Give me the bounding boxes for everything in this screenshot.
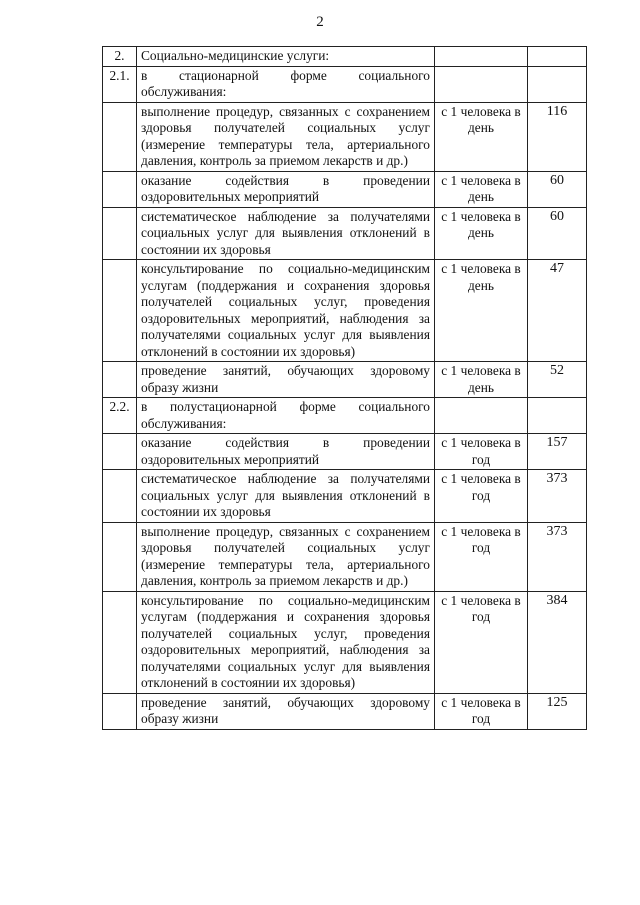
table-row	[103, 470, 587, 523]
unit-of-measure: с 1 человека в день	[435, 260, 528, 362]
service-value: 47	[528, 260, 587, 362]
row-number	[103, 470, 137, 523]
service-description: оказание содействия в проведении оздоровительных мероприятий	[137, 171, 435, 207]
service-description: в стационарной форме социального обслуживания:	[137, 66, 435, 102]
service-value: 157	[528, 434, 587, 470]
unit-of-measure: с 1 человека в год	[435, 470, 528, 523]
unit-of-measure: с 1 человека в день	[435, 171, 528, 207]
service-description: оказание содействия в проведении оздоровительных мероприятий	[137, 434, 435, 470]
service-description: систематическое наблюдение за получателями социальных услуг для выявления отклонений в состоянии их здоровья	[137, 207, 435, 260]
table-row	[103, 362, 587, 398]
row-number: 2.	[103, 47, 137, 67]
table-row	[103, 260, 587, 362]
table-row	[103, 171, 587, 207]
table-row	[103, 66, 587, 102]
service-value: 116	[528, 102, 587, 171]
unit-of-measure: с 1 человека в день	[435, 207, 528, 260]
service-description: выполнение процедур, связанных с сохранением здоровья получателей социальных услуг (измерение температуры тела, артериального давления, контроль за приемом лекарств и др.)	[137, 522, 435, 591]
service-description: выполнение процедур, связанных с сохранением здоровья получателей социальных услуг (измерение температуры тела, артериального давления, контроль за приемом лекарств и др.)	[137, 102, 435, 171]
row-number: 2.2.	[103, 398, 137, 434]
table-row	[103, 207, 587, 260]
page-number: 2	[316, 14, 324, 30]
service-value: 60	[528, 207, 587, 260]
service-value: 373	[528, 522, 587, 591]
unit-of-measure	[435, 47, 528, 67]
unit-of-measure: с 1 человека в день	[435, 102, 528, 171]
table-row	[103, 693, 587, 729]
row-number	[103, 693, 137, 729]
row-number	[103, 434, 137, 470]
service-value: 125	[528, 693, 587, 729]
unit-of-measure	[435, 398, 528, 434]
service-description: систематическое наблюдение за получателями социальных услуг для выявления отклонений в состоянии их здоровья	[137, 470, 435, 523]
row-number	[103, 362, 137, 398]
service-description: Социально-медицинские услуги:	[137, 47, 435, 67]
service-description: проведение занятий, обучающих здоровому образу жизни	[137, 693, 435, 729]
row-number	[103, 102, 137, 171]
table-row	[103, 47, 587, 67]
table-row	[103, 398, 587, 434]
unit-of-measure: с 1 человека в год	[435, 522, 528, 591]
service-value	[528, 47, 587, 67]
unit-of-measure: с 1 человека в год	[435, 693, 528, 729]
service-value: 52	[528, 362, 587, 398]
table-row	[103, 102, 587, 171]
row-number: 2.1.	[103, 66, 137, 102]
service-value: 384	[528, 591, 587, 693]
row-number	[103, 171, 137, 207]
unit-of-measure: с 1 человека в день	[435, 362, 528, 398]
services-table	[102, 46, 587, 730]
table-row	[103, 591, 587, 693]
row-number	[103, 207, 137, 260]
row-number	[103, 522, 137, 591]
service-value: 60	[528, 171, 587, 207]
unit-of-measure: с 1 человека в год	[435, 434, 528, 470]
service-description: проведение занятий, обучающих здоровому образу жизни	[137, 362, 435, 398]
row-number	[103, 260, 137, 362]
row-number	[103, 591, 137, 693]
unit-of-measure: с 1 человека в год	[435, 591, 528, 693]
service-description: в полустационарной форме социального обслуживания:	[137, 398, 435, 434]
service-value	[528, 66, 587, 102]
unit-of-measure	[435, 66, 528, 102]
service-description: консультирование по социально-медицинским услугам (поддержания и сохранения здоровья получателей социальных услуг, проведения оздоровительных мероприятий, наблюдения за получателями социальных услуг для выявления отклонений в состоянии их здоровья)	[137, 591, 435, 693]
service-description: консультирование по социально-медицинским услугам (поддержания и сохранения здоровья получателей социальных услуг, проведения оздоровительных мероприятий, наблюдения за получателями социальных услуг для выявления отклонений в состоянии их здоровья)	[137, 260, 435, 362]
table-row	[103, 434, 587, 470]
service-value: 373	[528, 470, 587, 523]
table-row	[103, 522, 587, 591]
service-value	[528, 398, 587, 434]
